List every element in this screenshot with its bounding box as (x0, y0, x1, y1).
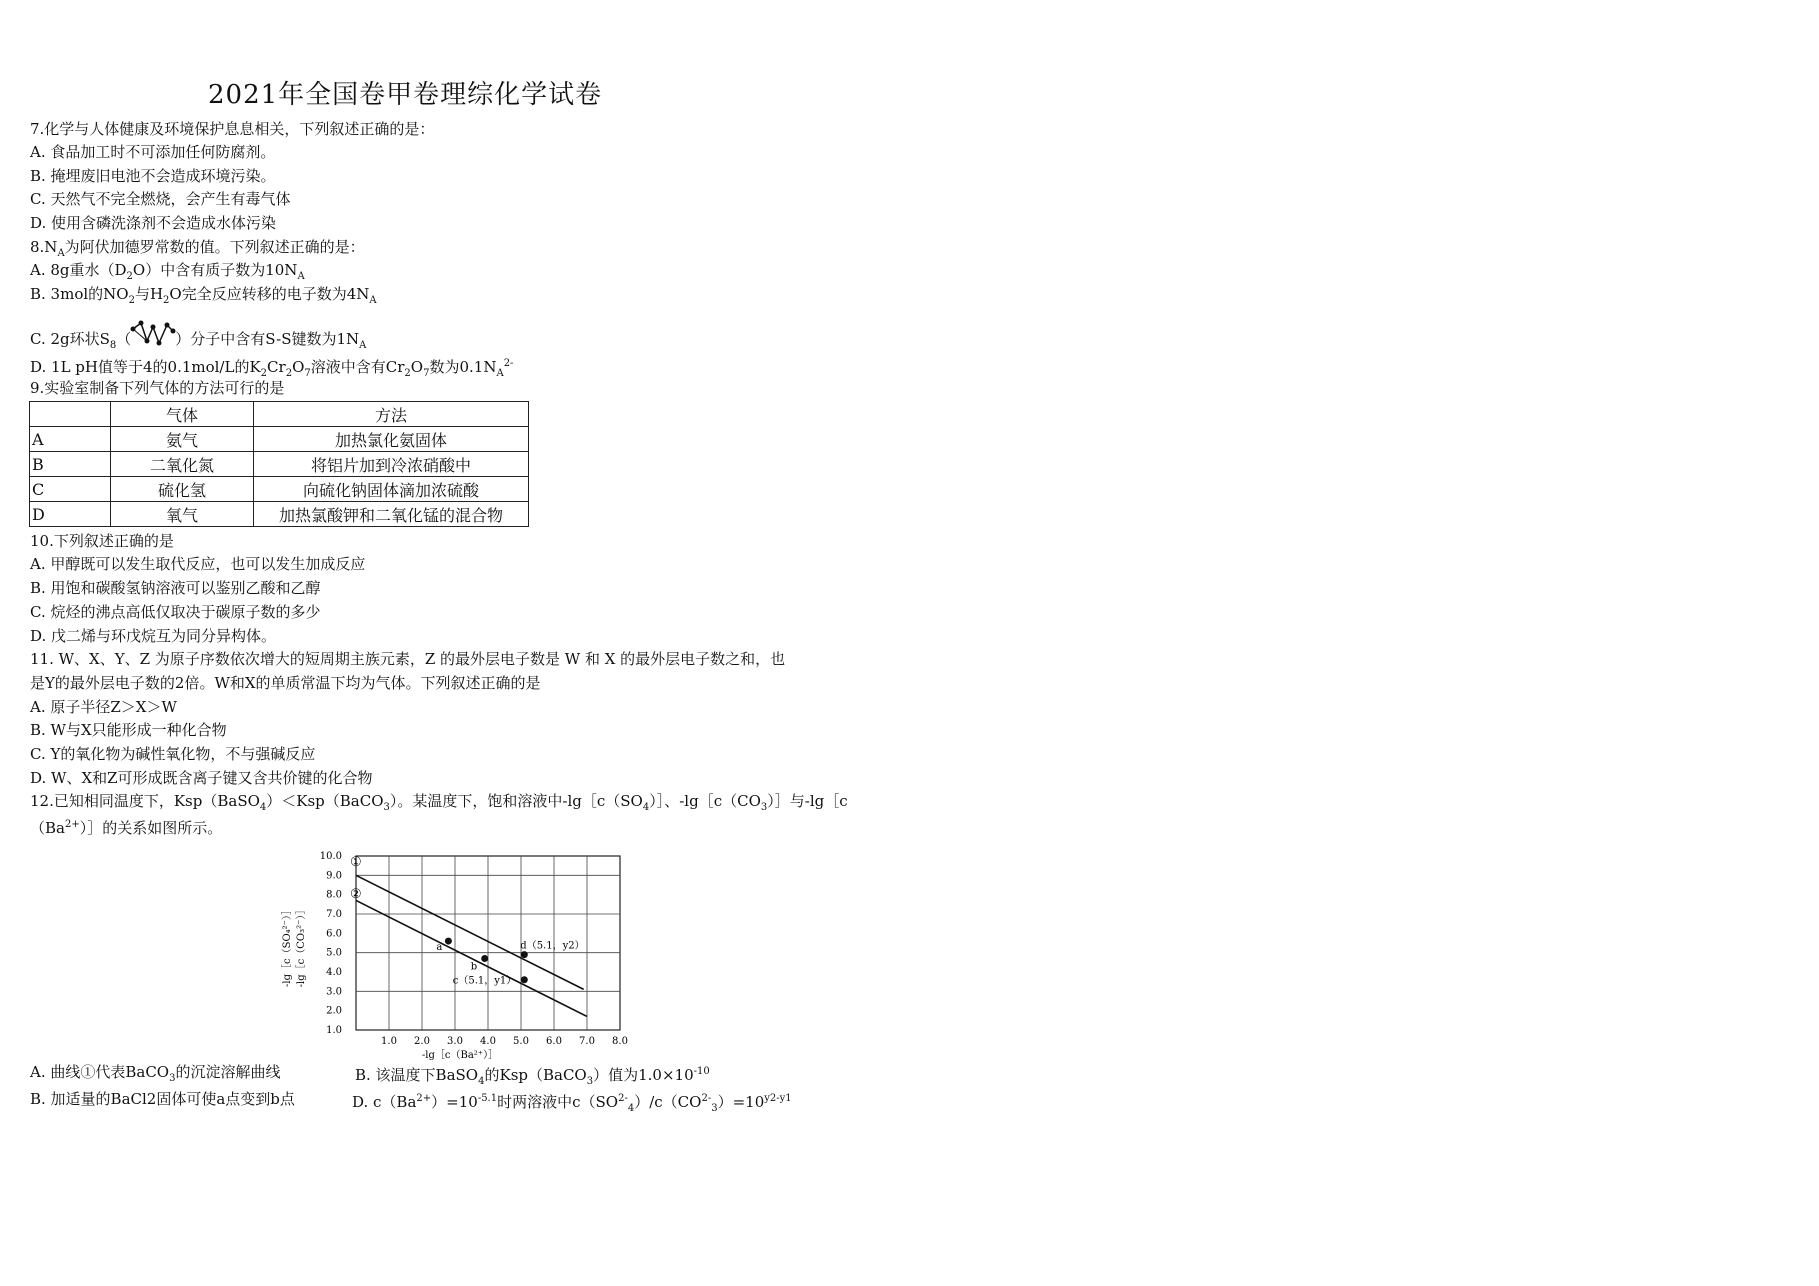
x-tick-label: 2.0 (414, 1036, 430, 1047)
q7-option-b: B. 掩埋废旧电池不会造成环境污染。 (30, 167, 276, 185)
table-cell: 二氧化氮 (111, 452, 254, 477)
q7-stem: 7.化学与人体健康及环境保护息息相关，下列叙述正确的是： (30, 120, 435, 138)
q7-option-d: D. 使用含磷洗涤剂不会造成水体污染 (30, 214, 277, 232)
x-tick-labels (381, 1036, 628, 1047)
q12-option-c: B. 加适量的BaCl2固体可使a点变到b点 (30, 1090, 295, 1108)
y-tick-labels (320, 851, 342, 1036)
point-label: d（5.1，y2） (520, 940, 585, 952)
series-label-1: ① (350, 855, 362, 870)
s8-ring-icon (131, 337, 175, 355)
q7-option-c: C. 天然气不完全燃烧，会产生有毒气体 (30, 190, 291, 208)
y-tick-label: 2.0 (326, 1005, 342, 1017)
y-axis-label-1: -lg［c（SO₄²⁻）］ (282, 905, 293, 987)
table-cell: D (30, 502, 111, 527)
table-header-cell: 气体 (111, 402, 254, 427)
table-cell: 将铝片加到冷浓硝酸中 (254, 452, 529, 477)
table-header-cell: 方法 (254, 402, 529, 427)
y-tick-label: 5.0 (326, 947, 342, 959)
q11-stem-line2: 是Y的最外层电子数的2倍。W和X的单质常温下均为气体。下列叙述正确的是 (30, 674, 541, 692)
y-tick-label: 8.0 (326, 889, 342, 901)
table-header-row (30, 402, 529, 427)
x-tick-label: 6.0 (546, 1036, 562, 1047)
q7-option-a: A. 食品加工时不可添加任何防腐剂。 (30, 143, 276, 161)
series-line (356, 900, 587, 1016)
q8-stem: $8.N_A$为阿伏加德罗常数的值。下列叙述正确的是： (30, 238, 365, 259)
q10-option-d: D. 戊二烯与环戊烷互为同分异构体。 (30, 627, 277, 645)
table-row (30, 477, 529, 502)
data-point (445, 938, 452, 945)
page-title: 2021年全国卷甲卷理综化学试卷 (208, 80, 603, 110)
point-label: a (436, 942, 443, 954)
table-row (30, 427, 529, 452)
x-tick-label: 8.0 (612, 1036, 628, 1047)
data-point (481, 955, 488, 962)
q11-option-b: B. W与X只能形成一种化合物 (30, 721, 227, 739)
y-tick-label: 4.0 (326, 967, 342, 978)
y-tick-label: 7.0 (326, 909, 342, 920)
x-tick-label: 5.0 (513, 1036, 529, 1047)
q10-option-c: C. 烷烃的沸点高低仅取决于碳原子数的多少 (30, 603, 321, 621)
table-cell: 氨气 (111, 427, 254, 452)
y-tick-label: 9.0 (326, 870, 342, 882)
q11-option-c: C. Y的氧化物为碱性氧化物，不与强碱反应 (30, 745, 316, 763)
table-cell: B (30, 452, 111, 477)
solubility-chart (280, 846, 640, 1066)
series-label-2: ② (350, 887, 362, 902)
gas-method-table (29, 401, 529, 527)
table-cell: 加热氯化氨固体 (254, 427, 529, 452)
y-tick-label: 1.0 (326, 1025, 342, 1036)
q8-option-a: A. 8g重水$(D_2O)$中含有质子数为$10N_A$ (30, 261, 305, 282)
table-cell: 加热氯酸钾和二氧化锰的混合物 (254, 502, 529, 527)
x-tick-label: 4.0 (480, 1036, 496, 1047)
q12-option-b: B. 该温度下BaSO$_4$的Ksp（BaCO$_3$）值为$1.0\times 10^{-10}$ (355, 1066, 710, 1087)
y-tick-label: 6.0 (326, 928, 342, 940)
q10-stem: 10.下列叙述正确的是 (30, 532, 174, 550)
q8-option-d: D. 1L pH值等于4的0.1mol/L的$K_2Cr_2O_7$溶液中含有$Cr_2O_7$数为$0.1N_A^{2-}$ (30, 358, 514, 379)
y-tick-label: 10.0 (319, 851, 342, 862)
table-row (30, 452, 529, 477)
x-axis-label: -lg［c（Ba²⁺）］ (421, 1050, 499, 1061)
q8-option-c: C. 2g环状$S_8$（ ）分子中含有S-S键数为$1N_A$ (30, 330, 366, 355)
q12-stem-line2: $(Ba^{2+})]$的关系如图所示。 (30, 819, 223, 837)
q11-option-a: A. 原子半径Z＞X＞W (30, 698, 177, 716)
table-cell: 硫化氢 (111, 477, 254, 502)
q10-option-a: A. 甲醇既可以发生取代反应，也可以发生加成反应 (30, 555, 366, 573)
q11-stem-line1: 11. W、X、Y、Z 为原子序数依次增大的短周期主族元素，Z 的最外层电子数是 W 和 X 的最外层电子数之和，也 (30, 650, 786, 668)
x-tick-label: 3.0 (447, 1036, 463, 1047)
q12-stem-line1: 12.已知相同温度下，Ksp（BaSO$_4$）＜Ksp（BaCO$_3$）。某温度下，饱和溶液中$-\lg[c(SO_4)]$、$-\lg[c(CO_3)]$与-lg［c (30, 792, 848, 813)
q10-option-b: B. 用饱和碳酸氢钠溶液可以鉴别乙酸和乙醇 (30, 579, 321, 597)
y-tick-label: 3.0 (326, 986, 342, 998)
q12-option-d: D. $c(Ba^{2+})=10^{-5.1}$时两溶液中$c(SO^{2-}_4)/c(CO^{2-}_3)=10^{y2-y1}$ (352, 1093, 792, 1114)
point-label: c（5.1，y1） (452, 975, 517, 987)
table-cell: C (30, 477, 111, 502)
x-tick-label: 7.0 (579, 1036, 595, 1047)
table-row (30, 502, 529, 527)
x-tick-label: 1.0 (381, 1036, 397, 1047)
y-axis-label-2: -lg［c（CO₃²⁻）］ (296, 904, 307, 988)
q12-option-a: A. 曲线①代表BaCO$_3$的沉淀溶解曲线 (30, 1063, 281, 1084)
table-cell: A (30, 427, 111, 452)
q8-option-b: B. 3mol的$NO_2$与$H_2O$完全反应转移的电子数为$4N_A$ (30, 285, 377, 306)
q9-stem: 9.实验室制备下列气体的方法可行的是 (30, 379, 285, 397)
q11-option-d: D. W、X和Z可形成既含离子键又含共价键的化合物 (30, 769, 373, 787)
table-header-cell (30, 402, 111, 427)
point-label: b (470, 961, 478, 973)
table-cell: 氧气 (111, 502, 254, 527)
table-cell: 向硫化钠固体滴加浓硫酸 (254, 477, 529, 502)
data-point (521, 976, 528, 983)
data-point (521, 951, 528, 958)
